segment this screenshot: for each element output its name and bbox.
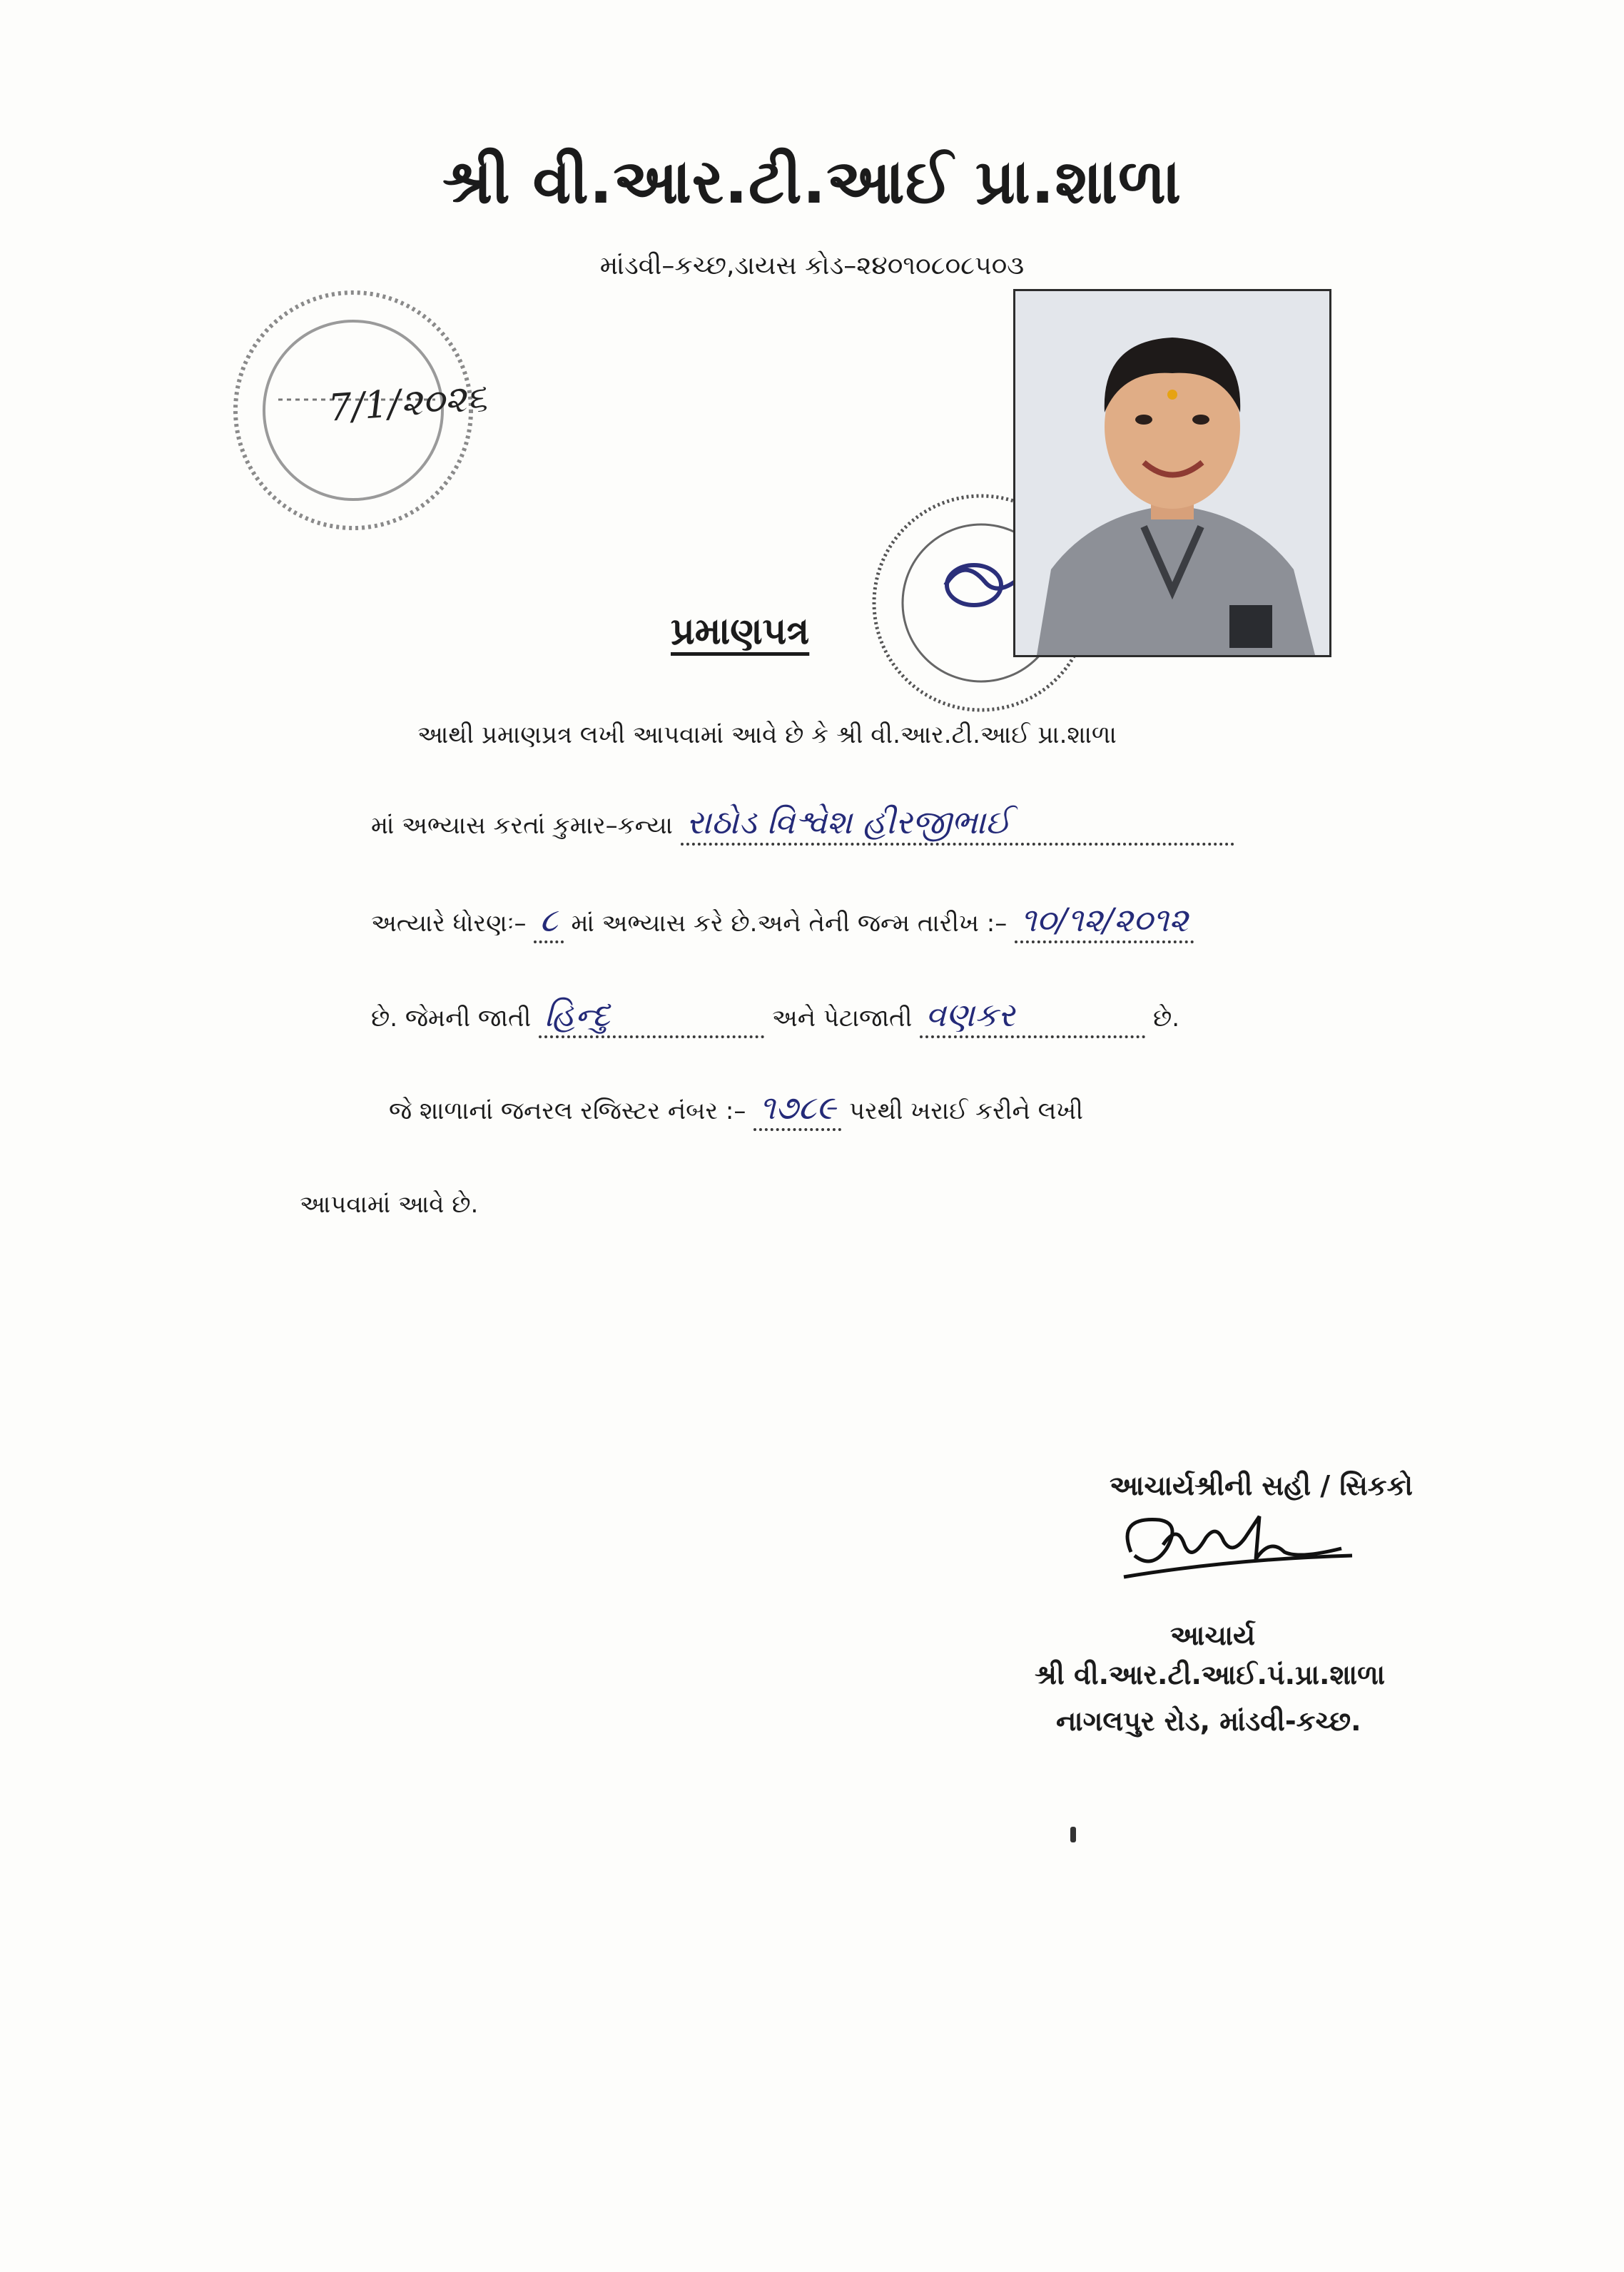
ink-speck: [1070, 1827, 1076, 1842]
certificate-line-4: [371, 995, 1179, 1038]
principal-address: નાગલપુર રોડ, માંડવી-કચ્છ.: [1056, 1705, 1361, 1737]
certificate-line-6: [300, 1190, 478, 1219]
line-3-prefix: અત્યારે ધોરણઃ–: [371, 909, 527, 938]
school-name: શ્રી વી.આર.ટી.આઈ પ્રા.શાળા: [442, 146, 1182, 218]
line-4-prefix: છે. જેમની જાતી: [371, 1004, 532, 1033]
sub-caste-field: વણકર: [920, 995, 1145, 1038]
line-5-suffix: પરથી ખરાઈ કરીને લખી: [849, 1097, 1083, 1125]
certificate-line-5: [389, 1088, 1083, 1131]
line-3-mid: માં અભ્યાસ કરે છે.અને તેની જન્મ તારીખ :–: [571, 909, 1008, 938]
line-5-prefix: જે શાળાનાં જનરલ રજિસ્ટર નંબર :–: [389, 1097, 746, 1125]
principal-signature: [1102, 1502, 1374, 1595]
line-4-mid: અને પેટાજાતી: [771, 1004, 913, 1033]
certificate-heading: પ્રમાણપત્ર: [671, 610, 810, 653]
principal-school: શ્રી વી.આર.ટી.આઈ.પં.પ્રા.શાળા: [1035, 1659, 1386, 1690]
register-number-field: ૧૭૮૯: [753, 1088, 841, 1131]
birth-date-field: ૧૦/૧૨/૨૦૧૨: [1015, 901, 1194, 943]
certificate-line-1: [417, 721, 1117, 749]
certificate-line-2: [371, 803, 1234, 846]
principal-title: આચાર્ય: [1170, 1620, 1256, 1651]
line-6-text: આપવામાં આવે છે.: [300, 1190, 479, 1219]
certificate-line-3: [371, 901, 1194, 943]
line-2-prefix: માં અભ્યાસ કરતાં કુમાર–કન્યા: [371, 811, 673, 840]
signature-caption: આચાર્યશ્રીની સહી / સિકકો: [1110, 1470, 1413, 1501]
student-photo: [1013, 289, 1331, 657]
standard-field: ૮: [534, 901, 563, 943]
line-1-text: આથી પ્રમાણપ્રત્ર લખી આપવામાં આવે છે કે શ્રી વી.આર.ટી.આઈ પ્રા.શાળા: [417, 721, 1117, 749]
caste-field: હિન્દુ: [539, 995, 764, 1038]
stamp-handwritten-date: 7/1/૨૦૨૬: [327, 376, 489, 430]
school-address: માંડવી–કચ્છ,ડાયસ કોડ–૨૪૦૧૦૮૦૮૫૦૩: [599, 251, 1025, 280]
student-name-field: રાઠોડ વિશ્વેશ હીરજીભાઈ: [681, 803, 1234, 846]
line-4-suffix: છે.: [1152, 1004, 1180, 1033]
